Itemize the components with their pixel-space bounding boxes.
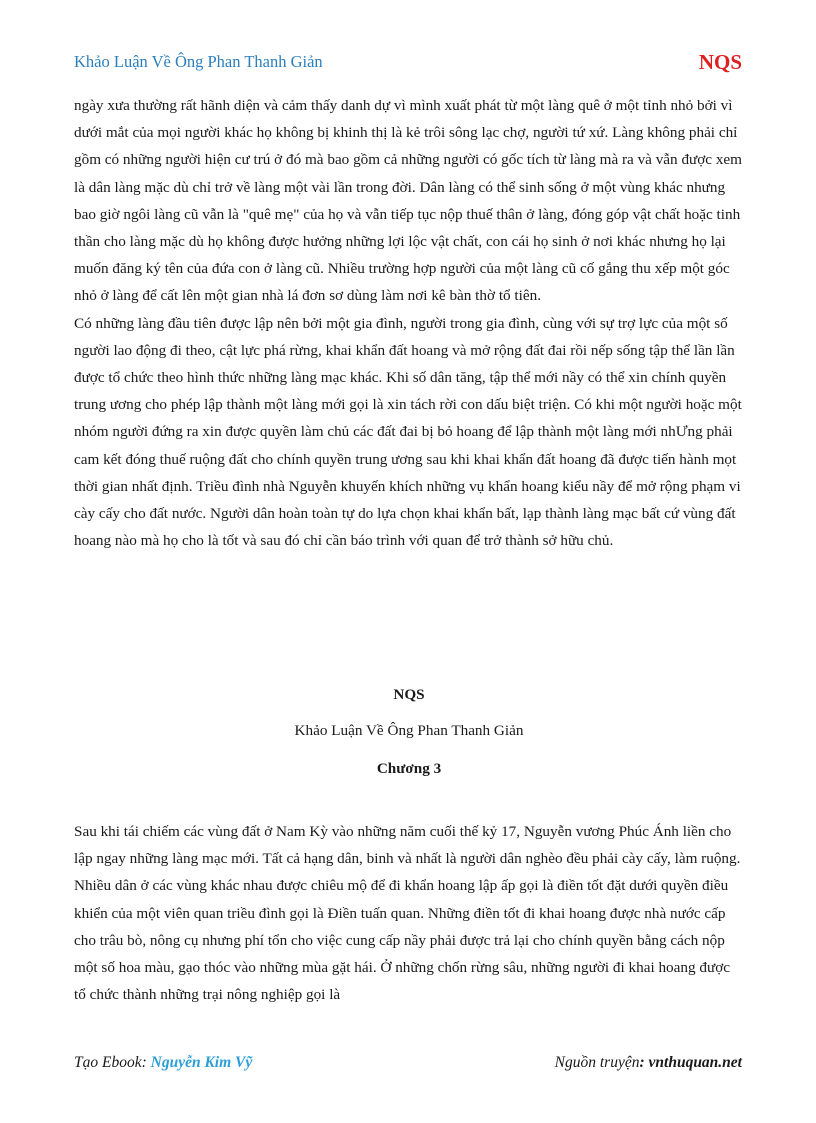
footer-source-credit — [555, 1054, 742, 1072]
chapter-author: NQS — [393, 686, 425, 703]
footer-source-site: vnthuquan.net — [648, 1054, 742, 1071]
header-book-title: Khảo Luận Về Ông Phan Thanh Giản — [74, 52, 323, 71]
footer-source-sep: : — [639, 1054, 649, 1071]
section1-body — [74, 92, 744, 554]
footer-ebook-name: Nguyễn Kim Vỹ — [150, 1054, 253, 1071]
section2-paragraph: Sau khi tái chiếm các vùng đất ở Nam Kỳ vào những năm cuối thế kỷ 17, Nguyễn vương Phúc Ánh liền cho lập ngay những làng mạc mới. Tất cả hạng dân, binh và nhất là người dân nghèo đều phải cày cấy, làm ruộng. Nhiều dân ở các vùng khác nhau được chiêu mộ để đi khẩn hoang lập ấp gọi là điền tốt đặt dưới quyền điều khiển của một viên quan triều đình gọi là Điền tuấn quan. Những điền tốt đi khai hoang được nhà nước cấp cho trâu bò, nông cụ nhưng phí tổn cho việc cung cấp nầy phải được trả lại cho chính quyền bằng cách nộp một số hoa màu, gạo thóc vào những mùa gặt hái. Ở những chốn rừng sâu, những người đi khai hoang được tổ chức thành những trại nông nghiệp gọi là — [74, 823, 741, 1004]
header-author: NQS — [698, 50, 742, 74]
page-header — [74, 50, 742, 76]
section1-paragraph: Có những làng đầu tiên được lập nên bởi một gia đình, người trong gia đình, cùng với sự trợ lực của một số người lao động đi theo, cật lực phá rừng, khai khẩn đất hoang và mở rộng đất đai rồi nếp sống tập thể lần lần được tổ chức theo hình thức những làng mạc khác. Khi số dân tăng, tập thể mới nầy có thể xin chính quyền trung ương cho phép lập thành một làng mới gọi là xin tách rời con dấu biệt triện. Có khi một người hoặc một nhóm người đứng ra xin được quyền làm chủ các đất đai bị bỏ hoang để lập thành một làng mới nhƯng phải cam kết đóng thuế ruộng đất cho chính quyền trung ương sau khi khai khẩn đất hoang đã được tiến hành mọt thời gian nhất định. Triều đình nhà Nguyễn khuyến khích những vụ khẩn hoang kiểu nầy để mở rộng phạm vi cày cấy cho đất nước. Người dân hoàn toàn tự do lựa chọn khai khẩn bất, lạp thành làng mạc bất cứ vùng đất hoang nào mà họ cho là tốt và sau đó chỉ cần báo trình với quan để trở thành sở hữu chủ. — [74, 314, 742, 550]
footer-ebook-sep: : — [141, 1054, 151, 1071]
footer-ebook-credit — [74, 1054, 252, 1072]
page-footer — [74, 1054, 742, 1078]
footer-source-label: Nguồn truyện — [554, 1054, 640, 1071]
chapter-book-title: Khảo Luận Về Ông Phan Thanh Giản — [294, 722, 524, 739]
footer-ebook-label: Tạo Ebook — [74, 1054, 142, 1071]
chapter-title: Chương 3 — [376, 760, 442, 777]
section1-paragraph: ngày xưa thường rất hãnh diện và cảm thấy danh dự vì mình xuất phát từ một làng quê ở một tỉnh nhỏ bởi vì dưới mắt của mọi người khác họ không bị khinh thị là kẻ trôi sông lạc chợ, người tứ xứ. Làng không phải chỉ gồm có những người hiện cư trú ở đó mà bao gồm cả những người có gốc tích từ làng mà ra và vẫn được xem là dân làng mặc dù chỉ trở về làng một vài lần trong đời. Dân làng có thể sinh sống ở một vùng khác nhưng bao giờ ngôi làng cũ vẫn là "quê mẹ" của họ và vẫn tiếp tục nộp thuế thân ở làng, đóng góp vật chất hoặc tinh thần cho làng mặc dù họ không được hưởng những lợi lộc vật chất, con cái họ sinh ở nơi khác nhưng họ lại muốn đăng ký tên của đứa con ở làng cũ. Nhiều trường hợp người của một làng cũ cố gắng thu xếp một góc nhỏ ở làng để cất lên một gian nhà lá đơn sơ dùng làm nơi kê bàn thờ tổ tiên. — [74, 97, 742, 305]
section2-body — [74, 818, 744, 1008]
